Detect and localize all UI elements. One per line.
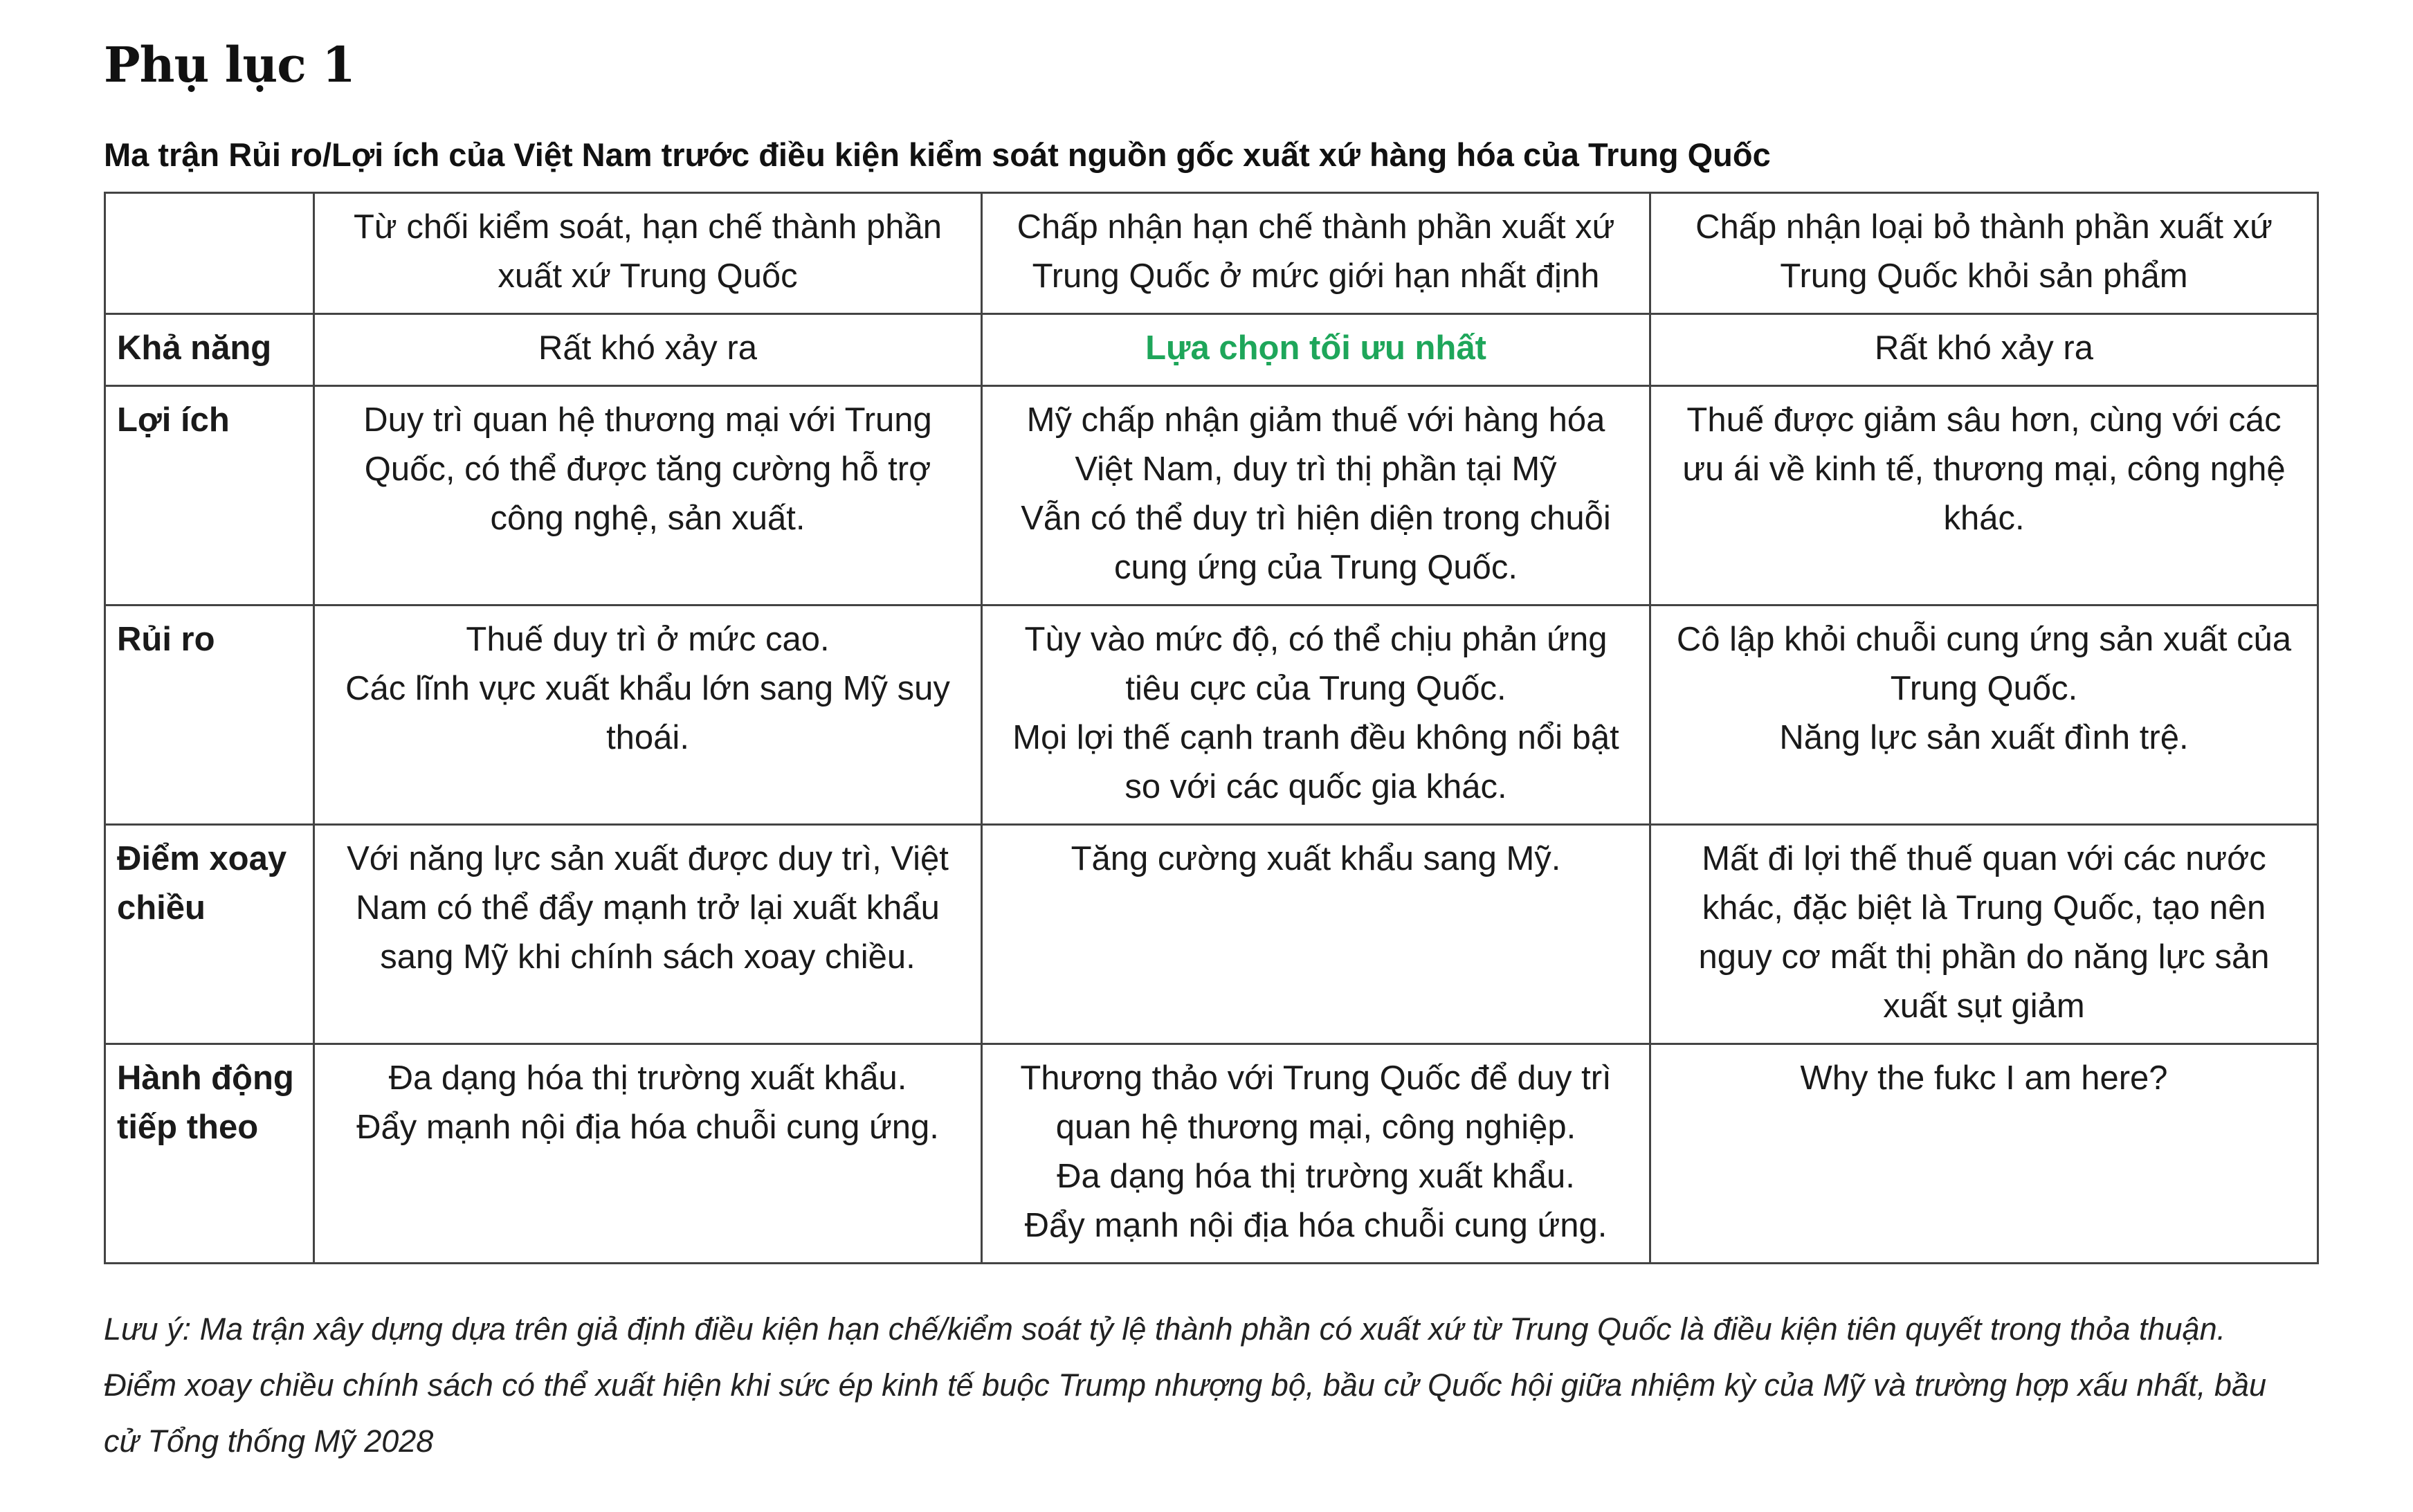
matrix-title: Ma trận Rủi ro/Lợi ích của Việt Nam trước điều kiện kiểm soát nguồn gốc xuất xứ hàng hóa của Trung Quốc: [104, 136, 1771, 173]
matrix-cell: Với năng lực sản xuất được duy trì, Việt Nam có thể đẩy mạnh trở lại xuất khẩu sang Mỹ khi chính sách xoay chiều.: [314, 825, 982, 1044]
row-label: Lợi ích: [105, 386, 314, 605]
row-label: Hành động tiếp theo: [105, 1044, 314, 1264]
header-row: [105, 193, 2318, 314]
footnote-line: cử Tổng thống Mỹ 2028: [104, 1423, 434, 1459]
optimal-choice-label: Lựa chọn tối ưu nhất: [1145, 329, 1486, 367]
row-turning-point: [105, 825, 2318, 1044]
row-benefits: [105, 386, 2318, 605]
matrix-cell: Thuế duy trì ở mức cao. Các lĩnh vực xuất khẩu lớn sang Mỹ suy thoái.: [314, 605, 982, 825]
appendix-heading: Phụ lục 1: [104, 36, 355, 93]
matrix-cell: Thương thảo với Trung Quốc để duy trì quan hệ thương mại, công nghiệp. Đa dạng hóa thị trường xuất khẩu. Đẩy mạnh nội địa hóa chuỗi cung ứng.: [982, 1044, 1650, 1264]
matrix-cell: Đa dạng hóa thị trường xuất khẩu. Đẩy mạnh nội địa hóa chuỗi cung ứng.: [314, 1044, 982, 1264]
matrix-cell: Rất khó xảy ra: [314, 314, 982, 386]
row-likelihood: [105, 314, 2318, 386]
row-next-actions: [105, 1044, 2318, 1264]
row-label: Điểm xoay chiều: [105, 825, 314, 1044]
column-header-limit: Chấp nhận hạn chế thành phần xuất xứ Trung Quốc ở mức giới hạn nhất định: [982, 193, 1650, 314]
matrix-cell: Cô lập khỏi chuỗi cung ứng sản xuất của Trung Quốc. Năng lực sản xuất đình trệ.: [1650, 605, 2318, 825]
row-risks: [105, 605, 2318, 825]
row-label: Rủi ro: [105, 605, 314, 825]
matrix-cell: Mất đi lợi thế thuế quan với các nước khác, đặc biệt là Trung Quốc, tạo nên nguy cơ mất thị phần do năng lực sản xuất sụt giảm: [1650, 825, 2318, 1044]
footnote-line: Lưu ý: Ma trận xây dựng dựa trên giả định điều kiện hạn chế/kiểm soát tỷ lệ thành phần có xuất xứ từ Trung Quốc là điều kiện tiên quyết trong thỏa thuận.: [104, 1311, 2226, 1347]
matrix-cell: Thuế được giảm sâu hơn, cùng với các ưu ái về kinh tế, thương mại, công nghệ khác.: [1650, 386, 2318, 605]
corner-cell: [105, 193, 314, 314]
column-header-reject: Từ chối kiểm soát, hạn chế thành phần xuất xứ Trung Quốc: [314, 193, 982, 314]
column-header-eliminate: Chấp nhận loại bỏ thành phần xuất xứ Trung Quốc khỏi sản phẩm: [1650, 193, 2318, 314]
matrix-cell: Tăng cường xuất khẩu sang Mỹ.: [982, 825, 1650, 1044]
matrix-cell: Why the fukc I am here?: [1650, 1044, 2318, 1264]
matrix-cell: Mỹ chấp nhận giảm thuế với hàng hóa Việt Nam, duy trì thị phần tại Mỹ Vẫn có thể duy trì hiện diện trong chuỗi cung ứng của Trung Quốc.: [982, 386, 1650, 605]
footnote: [104, 1301, 2360, 1469]
matrix-cell: Tùy vào mức độ, có thể chịu phản ứng tiêu cực của Trung Quốc. Mọi lợi thế cạnh tranh đều không nổi bật so với các quốc gia khác.: [982, 605, 1650, 825]
row-label: Khả năng: [105, 314, 314, 386]
footnote-line: Điểm xoay chiều chính sách có thể xuất hiện khi sức ép kinh tế buộc Trump nhượng bộ, bầu cử Quốc hội giữa nhiệm kỳ của Mỹ và trường hợp xấu nhất, bầu: [104, 1367, 2267, 1403]
matrix-cell: Duy trì quan hệ thương mại với Trung Quốc, có thể được tăng cường hỗ trợ công nghệ, sản xuất.: [314, 386, 982, 605]
matrix-cell: Rất khó xảy ra: [1650, 314, 2318, 386]
risk-benefit-matrix: [104, 192, 2319, 1264]
matrix-cell-optimal: [982, 314, 1650, 386]
